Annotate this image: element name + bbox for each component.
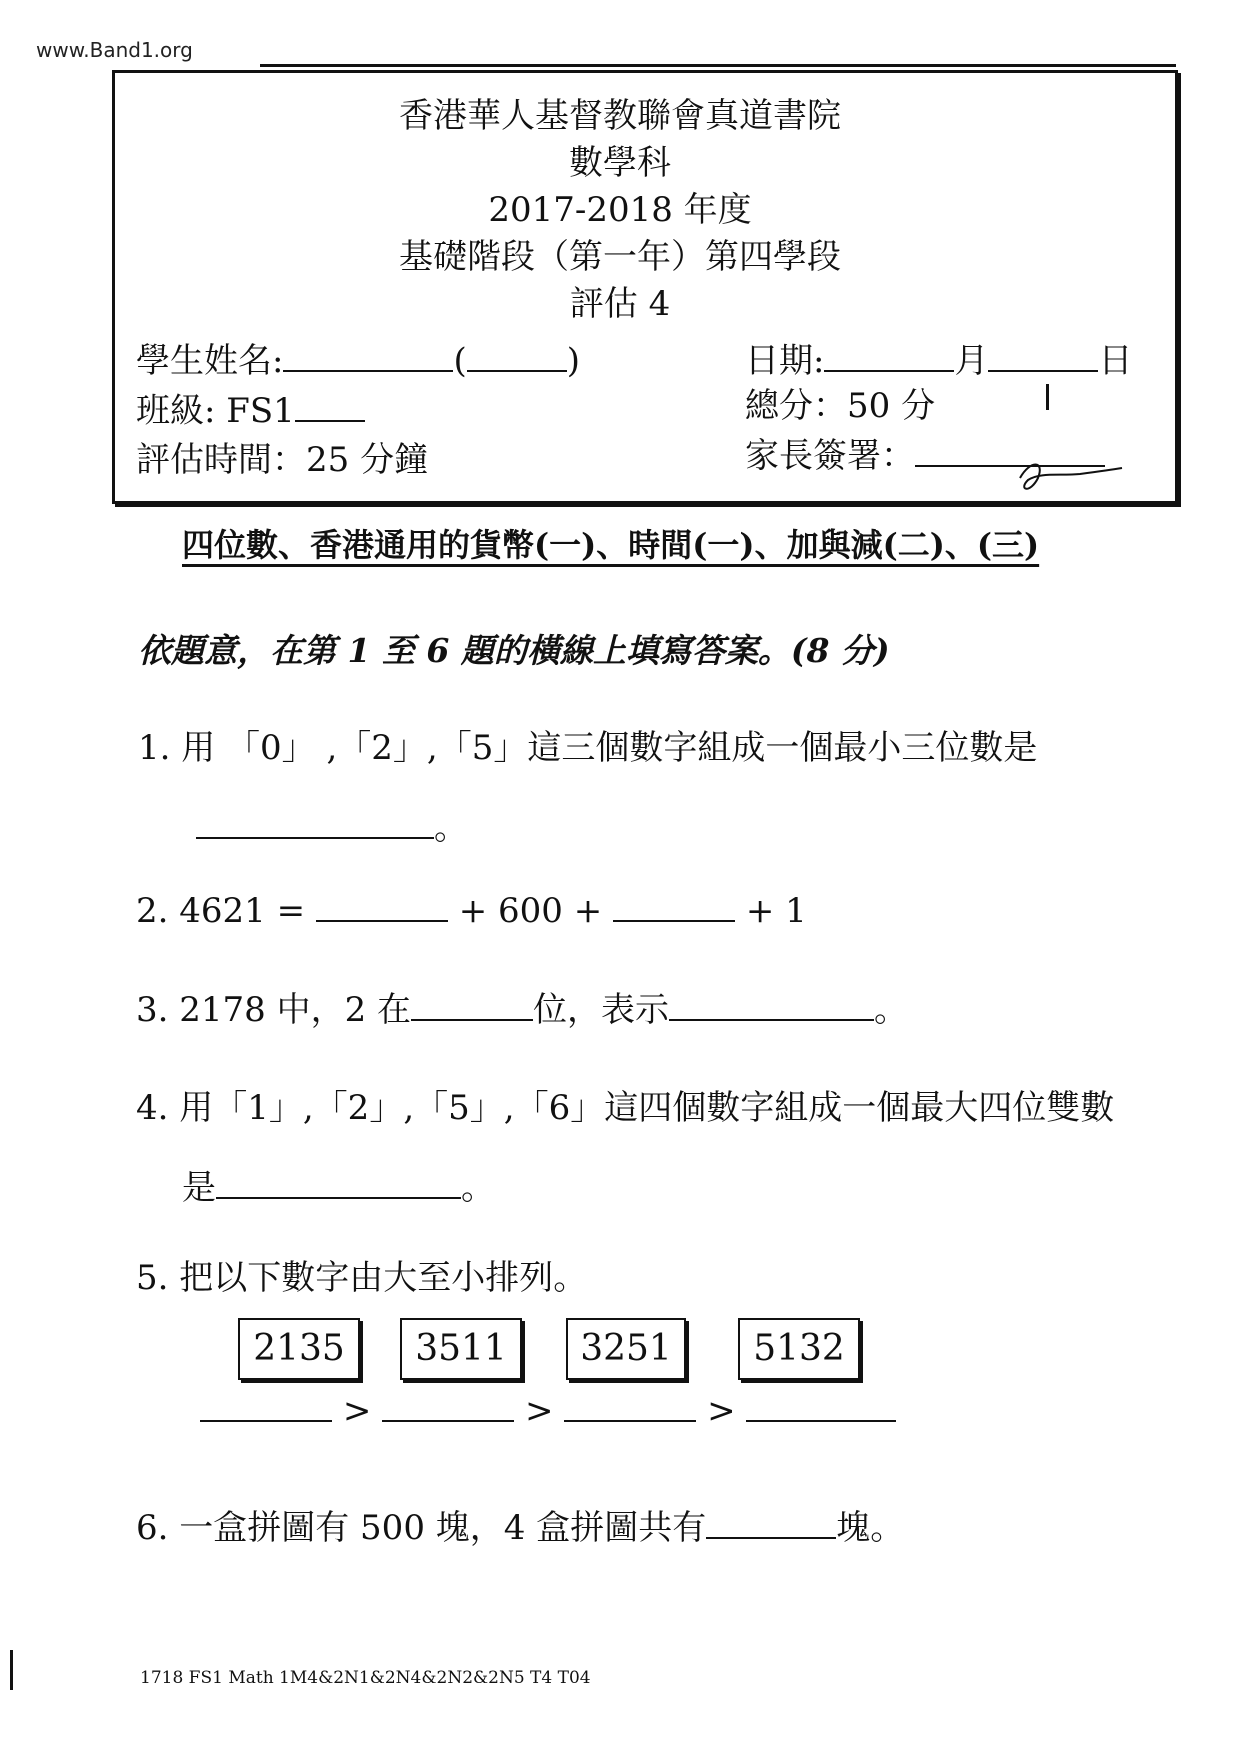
signature-scribble [1000,450,1130,500]
question-4-answer-row [182,1160,495,1209]
watermark: www.Band1.org [36,38,193,62]
question-4-prefix: 是 [182,1168,216,1208]
month-field[interactable] [824,340,954,372]
question-3-answer-field-1[interactable] [411,989,533,1021]
score-mark [1046,384,1049,410]
question-6-end: 塊。 [836,1508,905,1548]
question-4-answer-field[interactable] [216,1167,461,1199]
question-3-end: 。 [874,990,909,1030]
footer-code: 1718 FS1 Math 1M4&2N1&2N4&2N2&2N5 T4 T04 [140,1668,591,1688]
edge-mark [10,1650,13,1690]
question-5-answer-field-4[interactable] [746,1390,896,1422]
question-2-prefix: 2. 4621 = [136,891,306,931]
month-label: 月 [954,341,989,381]
question-1-answer-row [196,800,468,849]
question-3-mid: 位，表示 [533,990,670,1030]
day-field[interactable] [988,340,1098,372]
question-2-answer-field-2[interactable] [613,890,735,922]
total-score: 總分：50 分 [745,386,936,426]
student-name-label: 學生姓名: [136,341,284,381]
stage: 基礎階段（第一年）第四學段 [399,237,841,277]
greater-than-2: > [524,1391,554,1431]
student-name-field[interactable] [283,340,453,372]
question-5-answer-row [200,1390,896,1431]
academic-year: 2017-2018 年度 [488,190,752,230]
question-3-answer-field-2[interactable] [669,989,874,1021]
day-label: 日 [1098,341,1133,381]
student-name-row: 學生姓名: ( ) [136,341,580,381]
question-2-answer-field-1[interactable] [316,890,448,922]
question-3-row [136,982,908,1031]
instruction: 依題意，在第 1 至 6 題的橫線上填寫答案。(8 分) [138,631,890,670]
assessment-time: 評估時間：25 分鐘 [136,440,429,480]
question-1-text: 1. 用 「0」 ,「2」,「5」這三個數字組成一個最小三位數是 [138,728,1038,768]
number-box-2: 3511 [400,1318,522,1380]
assessment-title: 評估 4 [569,284,671,324]
number-box-1: 2135 [238,1318,360,1380]
class-field[interactable] [295,390,365,422]
number-box-3: 3251 [566,1318,686,1380]
school-name: 香港華人基督教聯會真道書院 [399,96,841,136]
class-row [136,383,365,432]
question-6-row [136,1500,904,1549]
question-6-prefix: 6. 一盒拼圖有 500 塊，4 盒拼圖共有 [136,1508,707,1548]
date-label: 日期: [745,341,825,381]
subject: 數學科 [569,143,671,183]
greater-than-1: > [342,1391,372,1431]
question-6-answer-field[interactable] [706,1507,836,1539]
number-box-4: 5132 [738,1318,860,1380]
question-3-prefix: 3. 2178 中，2 在 [136,990,412,1030]
question-4-end: 。 [461,1168,495,1208]
topic-heading: 四位數、香港通用的貨幣(一)、時間(一)、加與減(二)、(三) [182,526,1040,564]
student-number-field[interactable] [467,340,567,372]
parent-sign-label: 家長簽署： [745,436,915,476]
question-2-row [136,890,807,931]
question-4-text: 4. 用「1」,「2」,「5」,「6」這四個數字組成一個最大四位雙數 [136,1088,1115,1128]
question-5-answer-field-2[interactable] [382,1390,514,1422]
class-label: 班級: FS1 [136,391,295,431]
greater-than-3: > [707,1391,736,1431]
question-2-mid: + 600 + [458,891,603,931]
question-2-end: + 1 [745,891,807,931]
question-5-answer-field-3[interactable] [564,1390,696,1422]
question-1-end: 。 [434,808,468,848]
question-5-text: 5. 把以下數字由大至小排列。 [136,1258,588,1298]
question-1-answer-field[interactable] [196,807,434,839]
question-5-answer-field-1[interactable] [200,1390,332,1422]
date-row [745,333,1132,382]
frame-top-line [260,64,1176,67]
